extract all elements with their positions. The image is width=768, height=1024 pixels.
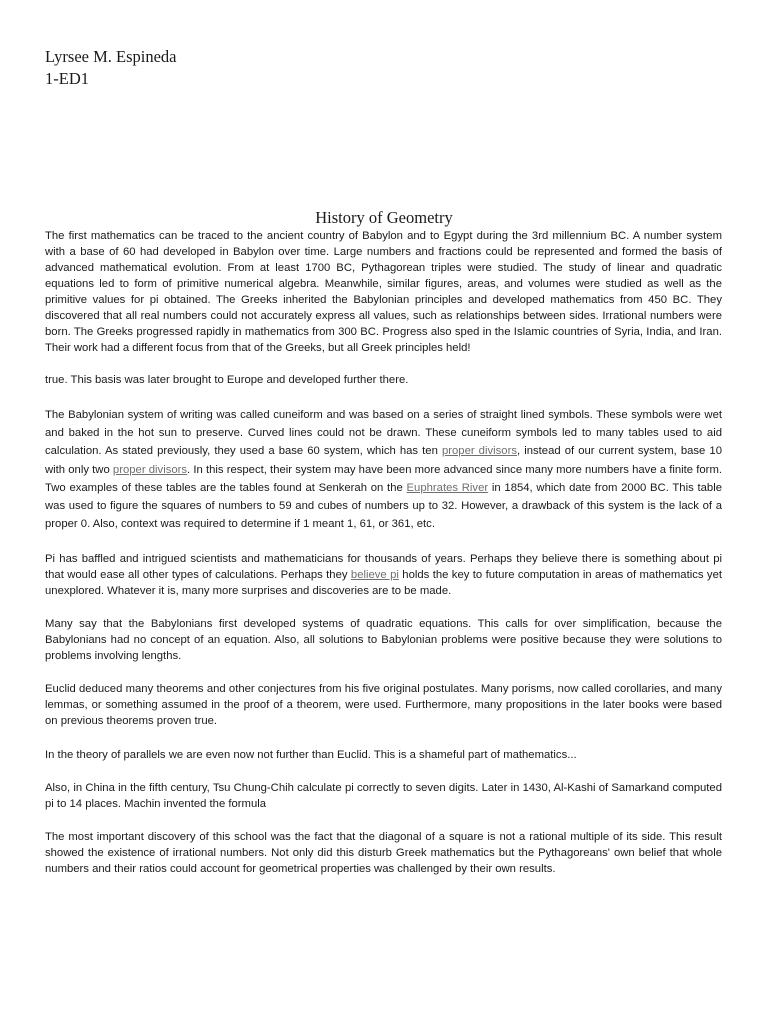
paragraph-3-text-3: . In this respect, their system may have been more advanced since many more numbers have a finite form. Two examples of these tables are the tables found at Senkerah on the: [45, 463, 722, 494]
paragraph-3-text-2: , instead of our current system, base 10 with only two: [45, 445, 722, 476]
paragraph-6: Euclid deduced many theorems and other conjectures from his five original postulates. Many porisms, now called corollaries, and many lemmas, or something assumed in the proof of a theorem, were used. Furthermore, many propositions in the later books were based on previous theorems proven true.: [45, 683, 722, 727]
believe-pi-link[interactable]: believe pi: [350, 569, 399, 581]
paragraph-4-text-1: Pi has baffled and intrigued scientists and mathematicians for thousands of years. Perhaps they believe there is something about pi that would ease all other types of calculations. Perhaps they: [45, 553, 722, 581]
paragraph-3: [45, 406, 722, 533]
document-title: History of Geometry: [315, 208, 453, 227]
paragraph-4-text-2: holds the key to future computation in areas of mathematics yet unexplored. Whatever it is, many more surprises and discoveries are to be made.: [45, 569, 723, 597]
paragraph-3-text-4: in 1854, which date from 2000 BC. This table was used to figure the squares of numbers to 59 and cubes of numbers up to 32. However, a drawback of this system is the lack of a proper 0. Also, context was required to determine if 1 meant 1, 61, or 361, etc.: [45, 481, 722, 531]
paragraph-3-text-1: The Babylonian system of writing was called cuneiform and was based on a series of straight lined symbols. These symbols were wet and baked in the hot sun to preserve. Curved lines could not be drawn. These cuneiform symbols led to many tables used to aid calculation. As stated previously, they used a base 60 system, which has ten: [45, 409, 722, 458]
paragraph-4: [45, 551, 722, 599]
proper-divisors-link-2[interactable]: proper divisors: [112, 463, 188, 476]
author-block: [45, 46, 177, 90]
paragraph-7: In the theory of parallels we are even now not further than Euclid. This is a shameful part of mathematics...: [45, 749, 577, 761]
author-name: Lyrsee M. Espineda: [45, 47, 177, 66]
paragraph-9: The most important discovery of this school was the fact that the diagonal of a square is not a rational multiple of its side. This result showed the existence of irrational numbers. Not only did this disturb Greek mathematics but the Pythagoreans' own belief that whole numbers and their ratios could account for geometrical properties was challenged by their own results.: [45, 831, 722, 875]
paragraph-2: true. This basis was later brought to Europe and developed further there.: [45, 374, 409, 386]
paragraph-1: The first mathematics can be traced to the ancient country of Babylon and to Egypt during the 3rd millennium BC. A number system with a base of 60 had developed in Babylon over time. Large numbers and fractions could be represented and formed the basis of advanced mathematical evolution. From at least 1700 BC, Pythagorean triples were studied. The study of linear and quadratic equations led to form of primitive numerical algebra. Meanwhile, similar figures, areas, and volumes were studied as well as the primitive values for pi obtained. The Greeks inherited the Babylonian principles and developed mathematics from 450 BC. They discovered that all real numbers could not accurately express all values, such as relationships between sides. Irrational numbers were born. The Greeks progressed rapidly in mathematics from 300 BC. Progress also sped in the Islamic countries of Syria, India, and Iran. Their work had a different focus from that of the Greeks, but all Greek principles held!: [45, 230, 722, 354]
paragraph-8: Also, in China in the fifth century, Tsu Chung-Chih calculate pi correctly to seven digits. Later in 1430, Al-Kashi of Samarkand computed pi to 14 places. Machin invented the formula: [45, 782, 722, 810]
proper-divisors-link-1[interactable]: proper divisors: [441, 445, 517, 458]
euphrates-river-link[interactable]: Euphrates River: [406, 481, 489, 494]
paragraph-5: Many say that the Babylonians first developed systems of quadratic equations. This calls for over simplification, because the Babylonians had no concept of an equation. Also, all solutions to Babylonian problems were positive because they were solutions to problems involving lengths.: [45, 618, 722, 662]
class-section: 1-ED1: [45, 69, 89, 88]
